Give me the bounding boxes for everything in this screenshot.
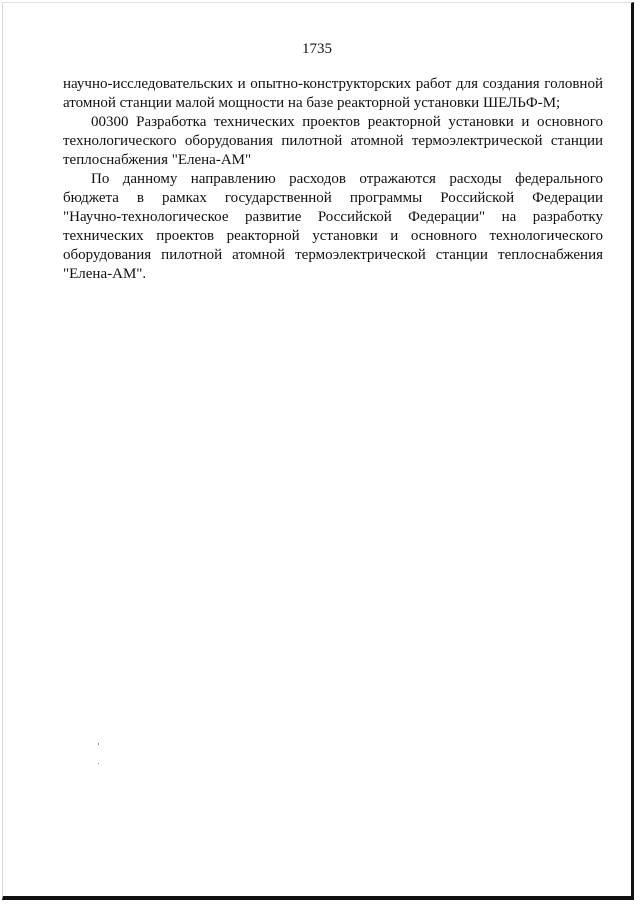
paragraph-1: [63, 75, 603, 113]
text-line: научно-исследовательских и опытно-конструкторских работ для создания головной: [63, 76, 603, 92]
page-number: 1735: [302, 41, 332, 57]
scan-artifact: [98, 743, 99, 745]
text-line: "Научно-технологическое развитие Российской Федерации" на разработку: [63, 209, 603, 225]
text-line: технологического оборудования пилотной атомной термоэлектрической станции: [63, 133, 603, 149]
document-page: [2, 2, 634, 900]
paragraph-2: [63, 113, 603, 170]
text-line: 00300 Разработка технических проектов реакторной установки и основного: [91, 114, 603, 130]
paragraph-3: [63, 170, 603, 284]
text-line: бюджета в рамках государственной программы Российской Федерации: [63, 190, 603, 206]
text-line: атомной станции малой мощности на базе реакторной установки ШЕЛЬФ-М;: [63, 95, 561, 111]
text-line: оборудования пилотной атомной термоэлектрической станции теплоснабжения: [63, 247, 603, 263]
text-line: теплоснабжения "Елена-АМ": [63, 152, 252, 168]
text-line: По данному направлению расходов отражаются расходы федерального: [91, 171, 603, 187]
document-body: [63, 75, 603, 284]
scan-artifact: [98, 763, 99, 764]
text-line: "Елена-АМ".: [63, 266, 147, 282]
text-line: технических проектов реакторной установки и основного технологического: [63, 228, 603, 244]
